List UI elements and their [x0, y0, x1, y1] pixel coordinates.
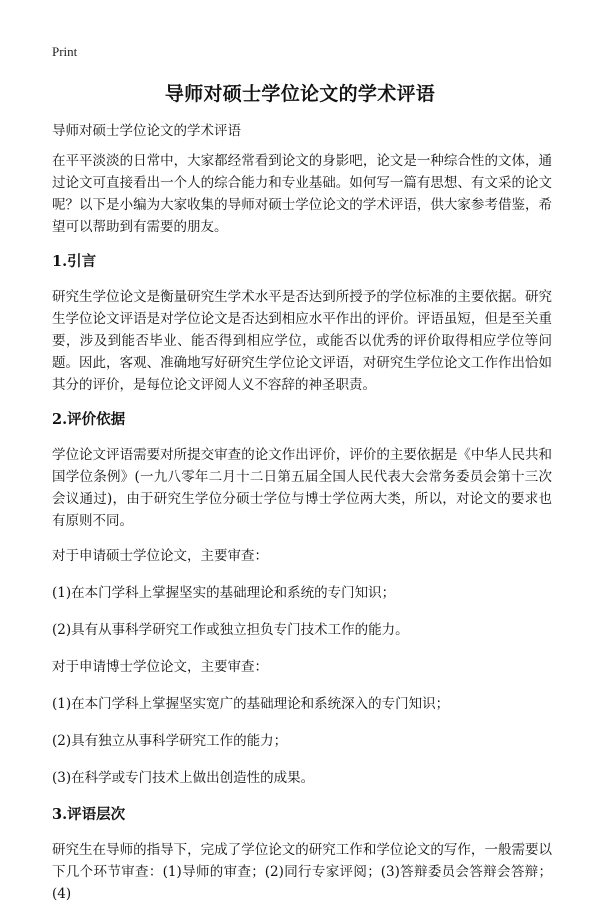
- document-body: [52, 150, 552, 919]
- section-heading-introduction: 1.引言: [52, 253, 97, 270]
- masters-review-item: (2)具有从事科学研究工作或独立担负专门技术工作的能力。: [52, 622, 409, 638]
- evaluation-basis-paragraph: 学位论文评语需要对所提交审查的论文作出评价，评价的主要依据是《中华人民共和国学位条例》(一九八零年二月十二日第五届全国人民代表大会常务委员会第十三次会议通过)，由于研究生学位分硕士学位与博士学位两大类，所以，对论文的要求也有原则不同。: [52, 447, 552, 529]
- review-levels-paragraph: 研究生在导师的指导下，完成了学位论文的研究工作和学位论文的写作，一般需要以下几个环节审查：(1)导师的审查；(2)同行专家评阅；(3)答辩委员会答辩会答辩；(4): [52, 842, 552, 902]
- doctoral-review-item: (3)在科学或专门技术上做出创造性的成果。: [52, 770, 315, 786]
- masters-review-intro: 对于申请硕士学位论文，主要审查：: [52, 548, 268, 564]
- masters-review-item: (1)在本门学科上掌握坚实的基础理论和系统的专门知识；: [52, 585, 396, 601]
- doctoral-review-item: (2)具有独立从事科学研究工作的能力；: [52, 733, 288, 749]
- introduction-paragraph: 研究生学位论文是衡量研究生学术水平是否达到所授予的学位标准的主要依据。研究生学位论文评语是对学位论文是否达到相应水平作出的评价。评语虽短，但是至关重要，涉及到能否毕业、能否得到相应学位，或能否以优秀的评价取得相应学位等问题。因此，客观、准确地写好研究生学位论文评语，对研究生学位论文工作作出恰如其分的评价，是每位论文评阅人义不容辞的神圣职责。: [52, 289, 552, 393]
- doctoral-review-intro: 对于申请博士学位论文，主要审查：: [52, 659, 268, 675]
- print-link[interactable]: Print: [52, 44, 78, 59]
- section-heading-evaluation-basis: 2.评价依据: [52, 411, 126, 428]
- doctoral-review-item: (1)在本门学科上掌握坚实宽广的基础理论和系统深入的专门知识；: [52, 696, 450, 712]
- section-heading-review-levels: 3.评语层次: [52, 806, 126, 823]
- document-title: 导师对硕士学位论文的学术评语: [164, 83, 436, 105]
- document-subtitle: 导师对硕士学位论文的学术评语: [52, 123, 241, 139]
- intro-paragraph: 在平平淡淡的日常中，大家都经常看到论文的身影吧，论文是一种综合性的文体，通过论文可直接看出一个人的综合能力和专业基础。如何写一篇有思想、有文采的论文呢？以下是小编为大家收集的导师对硕士学位论文的学术评语，供大家参考借鉴，希望可以帮助到有需要的朋友。: [52, 153, 552, 235]
